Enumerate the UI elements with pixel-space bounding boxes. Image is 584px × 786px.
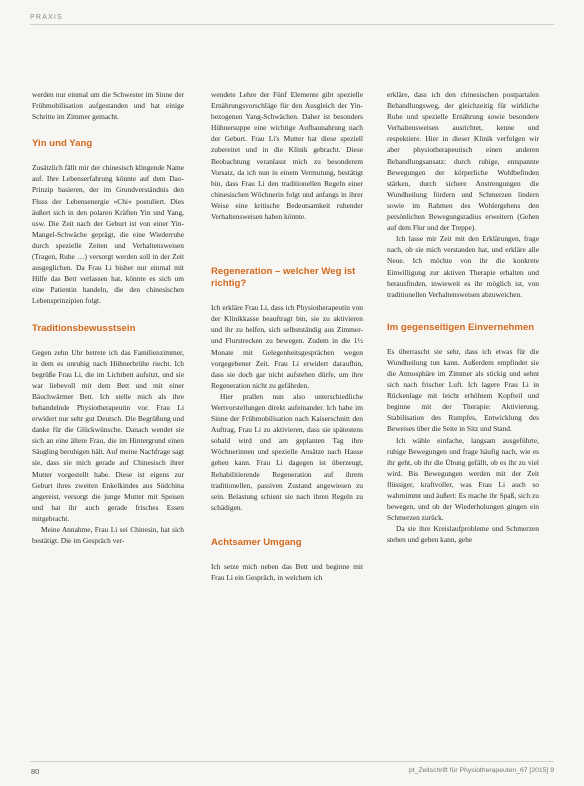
paragraph: wendete Lehre der Fünf Elemente gibt spezielle Ernährungsvorschläge für den Ausgleich der Yin-bezogenen Yang-Schwächen. Daher ist besonders Hühnersuppe eine wichtige Aufbaunahrung nach der Geburt. Frau Li's Mutter hat diese speziell zubereitet und in die Klinik gebracht. Diese Beobachtung veranlasst mich zu besonderem Vorsatz, da ich nun in einem Vermutung, bestätigt bin, dass Frau Li den traditionellen Regeln einer chinesischen Wöchnerin folgt und anfangs in ihrer Weise eine kritische Bedeutsamkeit ruhender Verhaltensweisen haben könnte. xyxy=(211,90,363,222)
subheading-einvernehmen: Im gegenseitigen Einvernehmen xyxy=(387,321,535,333)
section-header: PRAXIS xyxy=(30,14,63,21)
paragraph: werden nur einmal um die Schwester im Sinne der Frühmobilisation aufgestanden und hat einige Schritte im Zimmer gemacht. xyxy=(32,90,184,122)
footer-divider xyxy=(30,761,554,762)
subheading-achtsam: Achtsamer Umgang xyxy=(211,536,302,548)
paragraph: Ich lasse mir Zeit mit den Erklärungen, frage nach, ob sie mich verstanden hat, und erkläre alle Neue. Ich möchte von ihr die konkrete Einwilligung zur aktiven Therapie erhalten und herausfinden, inwieweit es ihr möglich ist, von traditionellen Verhaltensweisen abzuweichen. xyxy=(387,234,539,299)
column-2 xyxy=(211,89,363,583)
paragraph: Meine Annahme, Frau Li sei Chinesin, hat sich bestätigt. Die im Gespräch ver- xyxy=(32,525,184,546)
paragraph: Es überrascht sie sehr, dass ich etwas für die Wundheilung tun kann. Außerdem empfindet sie die Atmosphäre im Zimmer als stickig und sehnt sich nach frischer Luft. Ich lagere Frau Li in Rückenlage mit leicht erhöhtem Kopfteil und beginne mit der Therapie: Aktivierung, Stabilisation des Rumpfes, Entwicklung des Beweises über die Seite in Sitz und Stand. xyxy=(387,346,539,434)
paragraph: erkläre, dass ich den chinesischen postpartalen Behandlungsweg, der gleichzeitig für wirkliche Ruhe und spezielle Ernährung sowie besondere Verhaltensweisen ausrichtet, kenne und respektiere. Hier in dieser Klinik verfolgen wir aber physiotherapeutisch einen anderen Behandlungsansatz: durch ruhige, entspannte Bewegungen der körperliche Wohlbefinden stärken, durch sichere Anstrengungen die Wundheilung fördern und Schmerzen lindern sowie im Rahmen des Wohlergehens den persönlichen Bewegungsradius erweitern (Gehen auf dem Flur und der Treppe). xyxy=(387,90,539,233)
subheading-regeneration: Regeneration – welcher Weg ist richtig? xyxy=(211,266,356,290)
journal-citation: pt_Zeitschrift für Physiotherapeuten_67 [2015] 9 xyxy=(408,767,554,774)
subheading-tradition: Traditionsbewusstsein xyxy=(32,322,136,334)
column-1 xyxy=(32,89,184,546)
paragraph: Ich wähle einfache, langsam ausgeführte, ruhige Bewegungen und frage häufig nach, wie es ihr geht, ob ihr die Übung gefällt, ob es ihr zu viel wird. Bis Bewegungen werden mit der Zeit flüssiger, kraftvoller, was Frau Li auch so wahrnimmt und äußert: Es mache ihr Spaß, sich zu bewegen, und ob der Wiederholungen gingen ein Schmerzen zurück. xyxy=(387,435,539,523)
page-number: 80 xyxy=(31,767,40,776)
paragraph: Hier prallen nun also unterschiedliche Wertvorstellungen direkt aufeinander. Ich habe im Sinne der Frühmobilisation nach Kaiserschnitt den Auftrag, Frau Li zu aktivieren, dass sie spätestens sobald wird und am geplanten Tag ihre Wöchnerinnen und spezielle Ansätze nach Hause gehen kann. Frau Li dagegen ist überzeugt, Rehabilitierende Regeneration auf ihrem traditionellen, passiven Zustand angewiesen zu sein. Belastung schient sie nach ihren Regeln zu schädigen. xyxy=(211,391,363,512)
paragraph: Zusätzlich fällt mir der chinesisch klingende Name auf. Ihre Lebenserfahrung könnte auf dem Dao-Prinzip basieren, der im Grundverständnis den Fluss der Lebensenergie »Chi« postuliert. Dies äußert sich in den polaren Kräften Yin und Yang, usw. Die Zeit nach der Geburt ist von einer Yin-Mangel-Schwäche geprägt, die eine Wiederruhe durch spezielle Zeiten und Verhaltensweisen (Tragen, Ruhe …) versorgt werden soll in der Zeit ausgeglichen. Da Frau Li bisher nur einmal mit Hilfe das Bett verlassen hat, könnte es sich um eine Patientin handeln, die den chinesischen Lebensprinzipien folgt. xyxy=(32,163,184,306)
subheading-yin-yang: Yin und Yang xyxy=(32,138,93,150)
paragraph: Ich setze mich neben das Bett und beginne mit Frau Li ein Gespräch, in welchem ich xyxy=(211,561,363,582)
paragraph: Gegen zehn Uhr betrete ich das Familienzimmer, in dem es unruhig nach Hühnerbrühe riecht. Ich begrüße Frau Li, die im Lichtbett aufsitzt, und sie war liebevoll mit dem Bett und mit einer Bäuchwärmer Bett. Ich stelle mich als ihre behandelnde Physiotherapeutin vor. Frau Li erwidert nur sehr gut Deutsch. Die Begrüßung und danke für die Glückwünsche. Danach wendet sie sich an eine ältere Frau, die im Hintergrund einen Säugling beruhigen hält. Auf meine Nachfrage sagt sie, dass sie mich gerade auf Chinesisch ihrer Mutter vorgestellt habe. Diese ist eigens zur Geburt ihres zweiten Enkelkindes aus Südchina angereist, versorgt die junge Mutter mit Speisen und hat ihr auch gerade frisches Essen mitgebracht. xyxy=(32,347,184,523)
paragraph: Ich erkläre Frau Li, dass ich Physiotherapeutin von der Klinikkasse beauftragt bin, sie zu aktivieren und ihr zu helfen, sich selbstständig aus Zimmer- und Flurstrecken zu bewegen. Zudem in die 1½ Monate mit Gelegenheitsgesprächen wegen vorgegebener Zeit. Frau Li erwidert daraufhin, dass sie doch gar nicht aufstehen dürfe, um ihre Regeneration nicht zu gefährden. xyxy=(211,303,363,390)
header-divider xyxy=(30,24,554,25)
paragraph: Da sie ihre Kreislaufprobleme und Schmerzen stehen und gehen kann, gehe xyxy=(387,524,539,545)
column-3 xyxy=(387,89,539,545)
